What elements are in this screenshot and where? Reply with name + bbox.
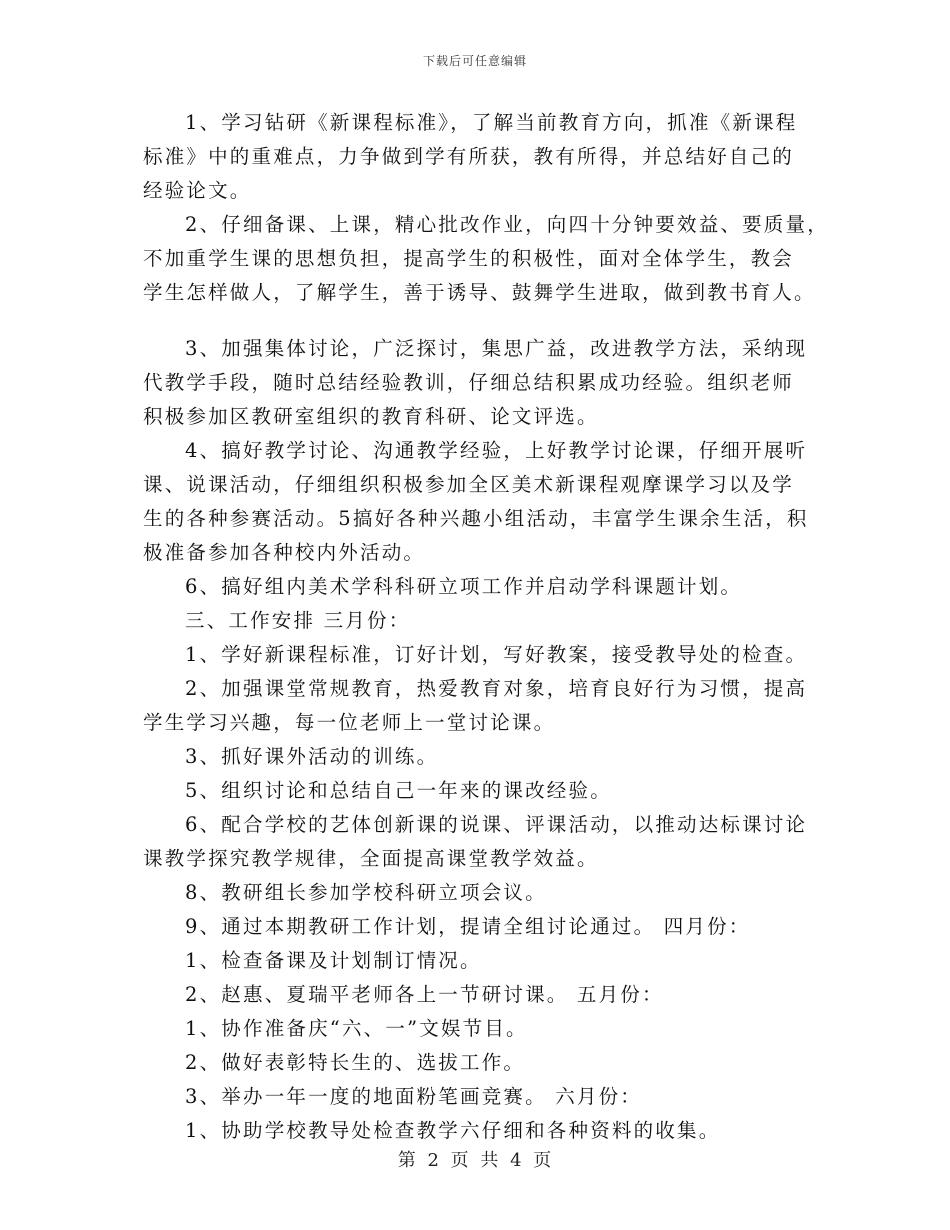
text-line: 积极参加区教研室组织的教育科研、论文评选。 (143, 405, 599, 428)
text-line: 代教学手段，随时总结经验教训，仔细总结积累成功经验。组织老师 (143, 371, 795, 394)
text-line: 课教学探究教学规律，全面提高课堂教学效益。 (143, 847, 599, 870)
paragraph-gap (143, 310, 811, 332)
text-line: 1、学好新课程标准，订好计划，写好教案，接受教导处的检查。 (185, 643, 808, 666)
text-line: 学生怎样做人，了解学生，善于诱导、鼓舞学生进取，做到教书育人。 (143, 281, 816, 304)
text-line: 4、搞好教学讨论、沟通教学经验，上好教学讨论课，仔细开展听 (185, 439, 808, 462)
text-line: 1、协助学校教导处检查教学六仔细和各种资料的收集。 (185, 1119, 721, 1142)
page-header: 下载后可任意编辑 (422, 54, 527, 68)
text-line: 经验论文。 (143, 179, 252, 202)
text-line: 2、做好表彰特长生的、选拔工作。 (185, 1051, 526, 1074)
text-line: 1、检查备课及计划制订情况。 (185, 949, 482, 972)
text-line: 生的各种参赛活动。5搞好各种兴趣小组活动，丰富学生课余生活，积 (143, 507, 809, 530)
text-line: 8、教研组长参加学校科研立项会议。 (185, 881, 547, 904)
text-line: 1、学习钻研《新课程标准》，了解当前教育方向，抓准《新课程 (185, 111, 798, 134)
text-line: 学生学习兴趣，每一位老师上一堂讨论课。 (143, 711, 556, 734)
text-line: 6、配合学校的艺体创新课的说课、评课活动，以推动达标课讨论 (185, 813, 808, 836)
text-line: 不加重学生课的思想负担，提高学生的积极性，面对全体学生，教会 (143, 247, 795, 270)
text-line: 2、加强课堂常规教育，热爱教育对象，培育良好行为习惯，提高 (185, 677, 808, 700)
text-line: 三、工作安排 三月份： (185, 609, 411, 632)
text-line: 2、仔细备课、上课，精心批改作业，向四十分钟要效益、要质量， (185, 213, 829, 236)
text-line: 极准备参加各种校内外活动。 (143, 541, 426, 564)
text-line: 9、通过本期教研工作计划，提请全组讨论通过。 四月份： (185, 915, 751, 938)
text-line: 3、抓好课外活动的训练。 (185, 745, 439, 768)
text-line: 1、协作准备庆“六、一”文娱节目。 (185, 1017, 528, 1040)
text-line: 2、赵惠、夏瑞平老师各上一节研讨课。 五月份： (185, 983, 664, 1006)
text-line: 课、说课活动，仔细组织积极参加全区美术新课程观摩课学习以及学 (143, 473, 795, 496)
text-line: 5、组织讨论和总结自己一年来的课改经验。 (185, 779, 612, 802)
text-line: 标准》中的重难点，力争做到学有所获，教有所得，并总结好自己的 (143, 145, 795, 168)
document-body (143, 106, 829, 1148)
page-footer: 第 2 页 共 4 页 (397, 1150, 553, 1171)
text-line: 3、举办一年一度的地面粉笔画竞赛。 六月份： (185, 1085, 643, 1108)
text-line: 3、加强集体讨论，广泛探讨，集思广益，改进教学方法，采纳现 (185, 337, 808, 360)
text-line: 6、搞好组内美术学科科研立项工作并启动学科课题计划。 (185, 575, 743, 598)
